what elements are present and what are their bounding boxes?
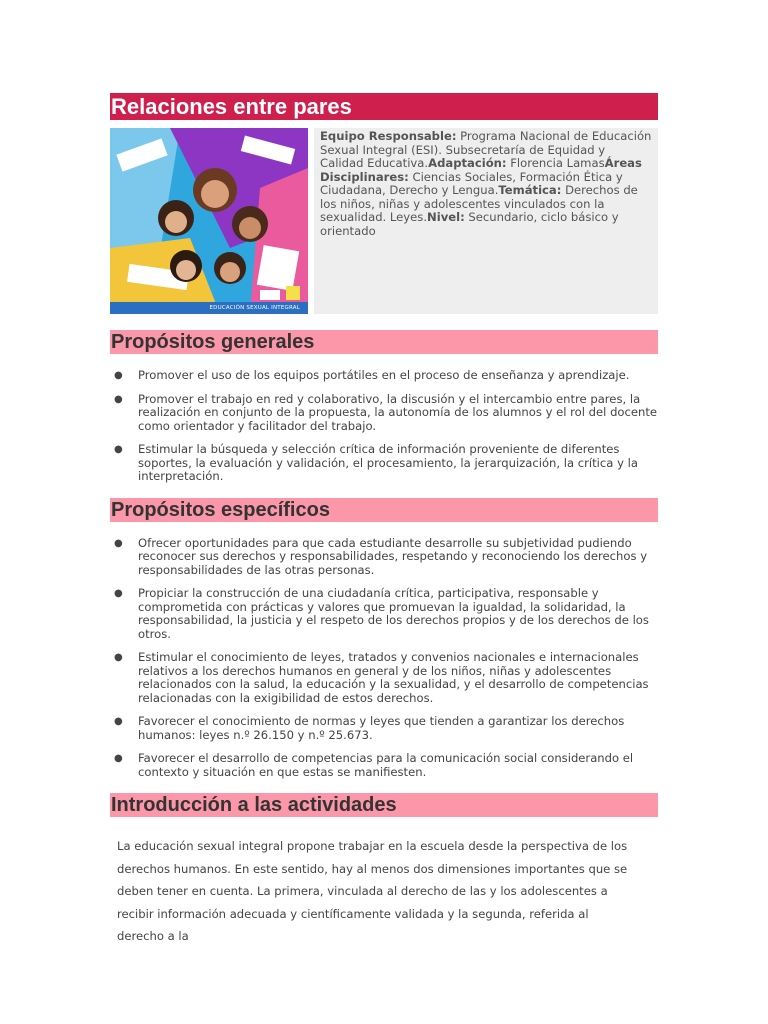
theme-label: Temática: bbox=[498, 183, 562, 197]
bullet-icon: ● bbox=[114, 652, 123, 663]
theme-value: Derechos de los niños, niñas y adolescentes vinculados con la sexualidad. Leyes. bbox=[320, 183, 638, 224]
list-item bbox=[110, 587, 658, 641]
bullet-icon: ● bbox=[114, 753, 123, 764]
list-item bbox=[110, 651, 658, 705]
page-title: Relaciones entre pares bbox=[110, 93, 658, 120]
bullet-icon: ● bbox=[114, 588, 123, 599]
list-item bbox=[110, 752, 658, 779]
level-label: Nivel: bbox=[427, 210, 465, 224]
cover-banner: EDUCACIÓN SEXUAL INTEGRAL bbox=[110, 302, 308, 314]
bullet-icon: ● bbox=[114, 444, 123, 455]
general-purposes-list bbox=[110, 369, 658, 484]
list-item-text: Promover el trabajo en red y colaborativo, la discusión y el intercambio entre pares, la realización en conjunto de la propuesta, la autonomía de los alumnos y el rol del docente como orientador y facilitador del trabajo. bbox=[138, 391, 658, 433]
bullet-icon: ● bbox=[114, 370, 123, 381]
adaptation-value: Florencia Lamas bbox=[506, 156, 605, 170]
areas-label: Áreas Disciplinares: bbox=[320, 156, 642, 184]
info-box bbox=[314, 128, 658, 314]
intro-section bbox=[110, 835, 658, 948]
list-item-text: Ofrecer oportunidades para que cada estudiante desarrolle su subjetividad pudiendo reconocer sus derechos y responsabilidades, respetando y reconociendo los derechos y responsabilidades de las otras personas. bbox=[138, 535, 648, 577]
list-item-text: Favorecer el desarrollo de competencias para la comunicación social considerando el contexto y situación en que estas se manifiesten. bbox=[138, 751, 634, 779]
document-page bbox=[110, 93, 658, 948]
intro-paragraph: La educación sexual integral propone trabajar en la escuela desde la perspectiva de los derechos humanos. En este sentido, hay al menos dos dimensiones importantes que se deben tener en cuenta. La primera, vinculada al derecho de las y los adolescentes a recibir información adecuada y científicamente validada y la segunda, referida al derecho a la bbox=[117, 839, 628, 943]
list-item bbox=[110, 369, 658, 383]
bullet-icon: ● bbox=[114, 393, 123, 405]
specific-purposes-heading: Propósitos específicos bbox=[110, 498, 658, 522]
list-item-text: Estimular el conocimiento de leyes, tratados y convenios nacionales e internacionales relativos a los derechos humanos en general y de los niños, niñas y adolescentes relacionados con la salud, la educación y la sexualidad, y el desarrollo de competencias relacionadas con la exigibilidad de estos derechos. bbox=[138, 650, 649, 705]
areas-value: Ciencias Sociales, Formación Ética y Ciudadana, Derecho y Lengua. bbox=[320, 169, 623, 197]
cover-illustration bbox=[110, 128, 308, 314]
list-item-text: Favorecer el conocimiento de normas y leyes que tienden a garantizar los derechos humanos: leyes n.º 26.150 y n.º 25.673. bbox=[138, 714, 625, 742]
list-item bbox=[110, 537, 658, 578]
team-value: Programa Nacional de Educación Sexual Integral (ESI). Subsecretaría de Equidad y Calidad Educativa. bbox=[320, 129, 652, 170]
list-item bbox=[110, 443, 658, 484]
general-purposes-heading: Propósitos generales bbox=[110, 330, 658, 354]
intro-heading: Introducción a las actividades bbox=[110, 793, 658, 817]
bullet-icon: ● bbox=[114, 716, 123, 727]
list-item bbox=[110, 715, 658, 742]
adaptation-label: Adaptación: bbox=[428, 156, 507, 170]
list-item-text: Promover el uso de los equipos portátiles en el proceso de enseñanza y aprendizaje. bbox=[138, 368, 630, 382]
bullet-icon: ● bbox=[114, 537, 123, 549]
list-item-text: Propiciar la construcción de una ciudadanía crítica, participativa, responsable y comprometida con prácticas y valores que promuevan la igualdad, la solidaridad, la responsabilidad, la justicia y el respeto de los derechos propios y de los derechos de los otros. bbox=[138, 586, 649, 641]
level-value: Secundario, ciclo básico y orientado bbox=[320, 210, 619, 238]
cover-image bbox=[110, 128, 308, 314]
list-item bbox=[110, 393, 658, 434]
info-row bbox=[110, 128, 658, 314]
team-label: Equipo Responsable: bbox=[320, 129, 457, 143]
list-item-text: Estimular la búsqueda y selección crítica de información proveniente de diferentes soportes, la evaluación y validación, el procesamiento, la jerarquización, la crítica y la interpretación. bbox=[138, 442, 638, 483]
specific-purposes-list bbox=[110, 537, 658, 780]
